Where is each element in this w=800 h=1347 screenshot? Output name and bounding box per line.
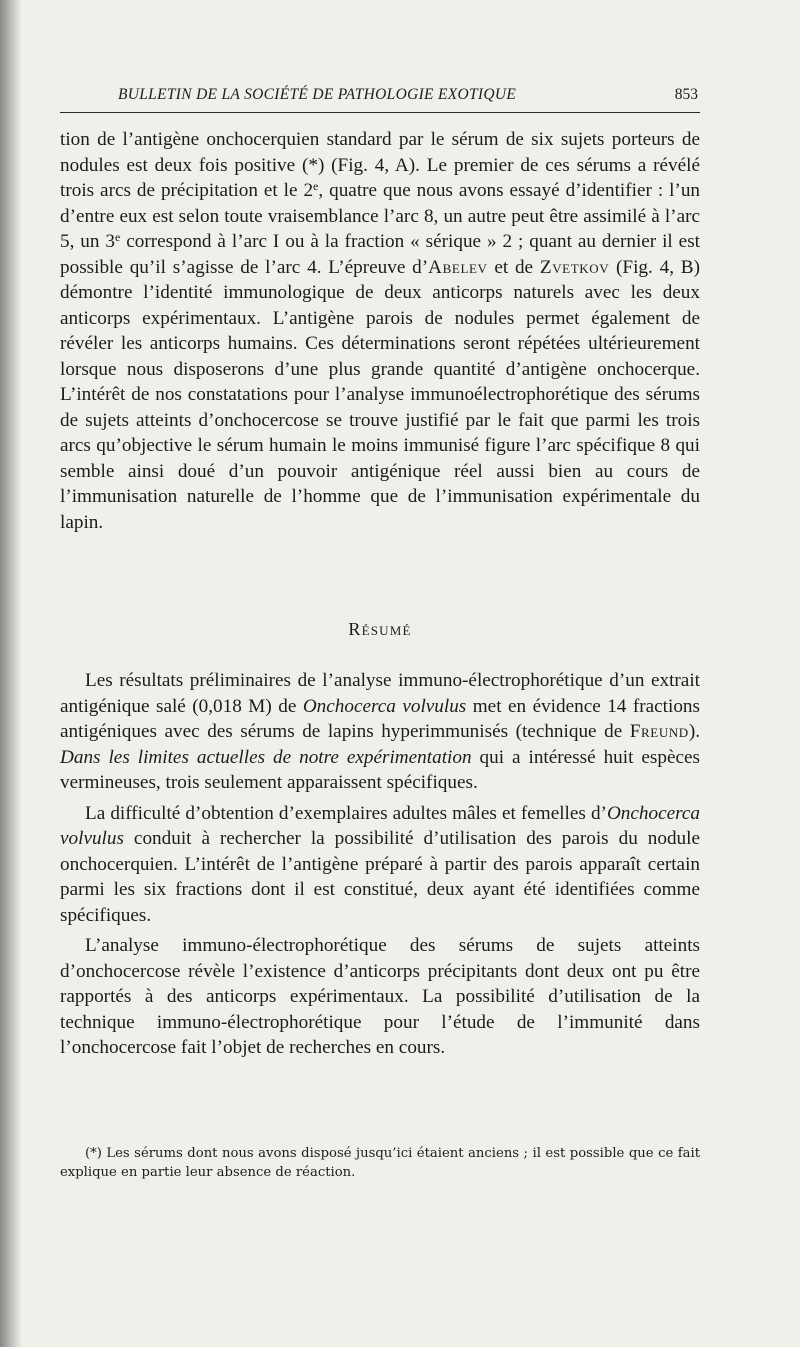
resume-text <box>60 668 700 1061</box>
paragraph-continuation <box>60 127 700 535</box>
author-name: Abelev <box>428 256 488 278</box>
text-run: conduit à rechercher la possibilité d’utilisation des parois du nodule onchocerquien. L’intérêt de l’antigène préparé à partir des parois apparaît certain parmi les six fractions dont il est constitué, deux ayant été identifiées comme spécifiques. <box>60 828 700 926</box>
text-run: Les résultats préliminaires de l’analyse immuno-électrophorétique d’un extrait antigénique salé (0,018 M) de <box>60 670 700 717</box>
author-name: Zvetkov <box>539 256 610 278</box>
section-heading-resume: Résumé <box>348 619 412 639</box>
main-text <box>60 127 700 535</box>
emphasis: Dans les limites actuelles de notre expérimentation <box>60 746 472 768</box>
text-run: , quatre que nous avons essayé d’identifier : l’un d’entre eux est selon toute vraisemblance l’arc 8, un autre peut être assimilé à l’arc 5, un 3 <box>60 180 701 252</box>
running-header <box>60 86 700 110</box>
text-run: met en évidence 14 fractions antigéniques avec des sérums de lapins hyperimmunisés (technique de <box>60 695 700 742</box>
page-spine-shadow <box>0 0 22 1347</box>
header-rule <box>60 112 700 113</box>
footnote <box>60 1144 700 1182</box>
text-run: et de <box>487 256 540 278</box>
footnote-text: (*) Les sérums dont nous avons disposé jusqu’ici étaient anciens ; il est possible que ce fait explique en partie leur absence de réaction. <box>60 1146 700 1180</box>
journal-title: BULLETIN DE LA SOCIÉTÉ DE PATHOLOGIE EXOTIQUE <box>118 86 517 103</box>
author-name: Freund <box>629 721 689 742</box>
resume-paragraph <box>60 668 700 796</box>
text-run: La difficulté d’obtention d’exemplaires adultes mâles et femelles d’ <box>85 802 607 824</box>
text-run: correspond à l’arc I ou à la fraction « sérique » 2 ; quant au dernier il est possible qu’il s’agisse de l’arc 4. L’épreuve d’ <box>60 231 700 278</box>
superscript: e <box>115 230 121 244</box>
text-run: tion de l’antigène onchocerquien standard par le sérum de six sujets porteurs de nodules est deux fois positive (*) (Fig. 4, A). Le premier de ces sérums a révélé trois arcs de précipitation et le 2 <box>60 129 700 201</box>
species-name: Onchocerca volvulus <box>302 695 467 717</box>
text-run: (Fig. 4, B) démontre l’identité immunologique de deux anticorps naturels avec les deux anticorps expérimentaux. L’antigène parois de nodules permet également de révéler les anticorps humains. Ces déterminations seront répétées ultérieurement lorsque nous disposerons d’une plus grande quantité d’antigène onchocerque. L’intérêt de nos constatations pour l’analyse immunoélectrophorétique des sérums de sujets atteints d’onchocercose se trouve justifié par le fait que parmi les trois arcs qu’objective le sérum humain le moins immunisé figure l’arc spécifique 8 qui semble ainsi doué d’un pouvoir antigénique réel aussi bien au cours de l’immunisation naturelle de l’homme que de l’immunisation expérimentale du lapin. <box>60 256 700 533</box>
text-run: ). <box>688 721 700 742</box>
resume-paragraph: L’analyse immuno-électrophorétique des sérums de sujets atteints d’onchocercose révèle l’existence d’anticorps précipitants dont deux ont pu être rapportés à des anticorps expérimentaux. La possibilité d’utilisation de la technique immuno-électrophorétique pour l’étude de l’immunité dans l’onchocercose fait l’objet de recherches en cours. <box>60 935 700 1058</box>
resume-paragraph <box>60 801 700 929</box>
text-run: qui a intéressé huit espèces vermineuses, trois seulement apparaissent spécifiques. <box>60 746 700 793</box>
species-name: Onchocerca volvulus <box>60 802 700 849</box>
superscript: e <box>313 179 319 193</box>
page-number: 853 <box>674 86 698 103</box>
